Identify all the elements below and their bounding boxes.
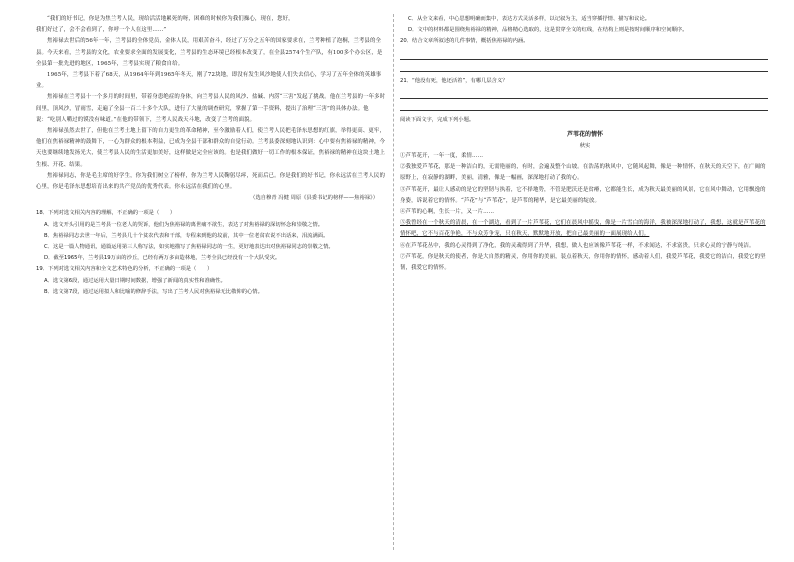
essay-author: 秋实: [579, 143, 591, 150]
answer-line[interactable]: [400, 87, 768, 99]
essay-paragraph: ①芦苇花开，一年一度，柔情……: [400, 153, 484, 160]
question-18: 18．下列对选文相关内容的理解，不正确的一项是（ ）: [36, 210, 176, 217]
essay-paragraph: ⑦芦苇花，你是秋天的使者，你是大自然的精灵，你用你的美丽，装点着秋天，你用你的情怀，感动着人们，我爱芦苇花，我爱它的洁白，我爱它的坚韧，我爱它的情怀。: [400, 253, 766, 272]
essay-title: 芦苇花的情怀: [566, 131, 603, 139]
question-20: 20．结合文章所叙述的几件事情，概括焦裕禄的内涵。: [400, 38, 529, 45]
option-d: D．文中的材料都是围绕焦裕禄的精神，品格精心选取的，这是贯穿全文的红线，在结构上则是按时间顺序和空间顺序。: [408, 27, 688, 34]
paragraph: 焦裕禄去世后的56年一年，兰考县的全体党员，金体人民，用艰苦奋斗，经过了万分之五年的国家要求在，兰考种植了泡桐，兰考县的全县。今天来看，兰考县的文化，农业要求全面的发展变化，兰考县的生态环境已经根本改变了，在全县2574个生产队，有100多个办公区，是全县第一批先进的地区，1965年，兰考县实现了粮食自给。: [36, 38, 383, 67]
source-citation: （选自穆青 冯健 周原《县委书记的榜样——焦裕禄》）: [250, 195, 378, 202]
option-b: B．焦裕禄同志去世一年后，兰考县几十个贫农代表和干部，专程来到他的坟前，其中一位老贫农说不出话来，泪流满面。: [44, 232, 329, 239]
paragraph: 焦裕禄虽然去世了，但他在兰考土地上留下的自力更生的革命精神，至今激励着人们，使兰考人民把毛泽东思想的红旗，举得更高、更牢，他们在焦裕禄精神的鼓舞下，一心为群众的根本利益，已成为全县干部和群众的自觉行动。兰考县委深刻地认识到：心中要有焦裕禄的精神，今天也要继续地发扬光大，使兰考县人民的生活更加美好，这样做是完全应该的。也是我们做好一切工作的根本保证，焦裕禄的精神在这块土地上生根、开花、结果。: [36, 128, 386, 168]
option-a: A．选文开头引用的是兰考县一位老人的哭诉，他们为焦裕禄的离世痛不欲生，表达了对焦裕禄的深切怀念和崇敬之情。: [44, 221, 324, 228]
paragraph: 焦裕禄同志，你是毛主席的好学生，你为我们树立了榜样，你为兰考人民鞠躬尽瘁，死而后已。你是我们的好书记，你永远活在兰考人民的心里，你是毛泽东思想培育出来的共产党员的优秀代表。你永远活在我们的心里。: [36, 172, 385, 191]
essay-paragraph: ③芦苇花开，最让人感动的是它的坚韧与执着，它不择地势，不管是肥沃还是贫瘠，它都能生长，成为秋天最美丽的风景，它在风中舞动，它用飘逸的身姿，诉说着它的情怀。“芦花”与“芦苇花”，是芦苇的精华，是它最美丽的绽放。: [400, 186, 766, 204]
essay-paragraph: ⑤我曾经在一个秋天的清晨，在一个湖边，看到了一片芦苇花，它们在晨风中摇曳，像是一片雪白的海洋，我被深深地打动了，我想，这就是芦苇花的情怀吧，它不与百花争艳，不与众芳争宠，只在秋天，默默地开放，把自己最美丽的一面展现给人们。: [400, 220, 766, 238]
essay-paragraph: ④芦苇的心啊，生长一片，又一片……: [400, 209, 495, 216]
paragraph: 1965年，兰考县下着了68天，从1964年年到1965年冬天，刚了72块地，即没有发生风沙地使人们失去信心，学习了五年全体的英雄事业。: [36, 72, 382, 90]
reading-prompt: 阅读下面文字，完成下列小题。: [400, 116, 475, 123]
option-b: B．选文第7段，通过运用拟人和比喻的修辞手法，写出了兰考人民对焦裕禄无比敬仰的心情。: [44, 288, 263, 295]
option-d: D．截至1965年，兰考县19万亩的沙丘，已经有两万多亩造林地，兰考全县已经没有一个大队受灾。: [44, 255, 281, 262]
essay-paragraph: ②我独爱芦苇花，那是一种洁白的，无需艳丽的，有时，会遍及整个山坡。在浩荡的秋风中，它随风起舞，像是一种情怀，在秋天的天空下，在广阔的原野上，在寂静的湖畔，美丽，清雅，像是一幅画，深深地打动了我的心。: [400, 164, 766, 182]
option-c: C．从全文来看，中心思想明确而集中，表达方式灵活多样，以记叙为主，适当穿插抒情、描写和议论。: [408, 16, 651, 22]
question-21: 21．“他没有死，他还活着”，有哪几层含义？: [400, 77, 508, 84]
option-a: A．选文第6段，通过运用大量日期时间数据，增强了新闻的真实性和准确性。: [44, 277, 226, 284]
left-column: [36, 14, 386, 298]
option-c: C．这是一篇人物通讯，通篇运用第三人称写法，如实地描写了焦裕禄同志的一生，更好地表达出对焦裕禄同志的崇敬之情。: [44, 244, 334, 251]
column-divider: [393, 14, 394, 550]
answer-line[interactable]: [400, 60, 768, 72]
question-19: 19．下列对选文相关内容和全文艺术特色的分析，不正确的一项是（ ）: [36, 266, 213, 273]
paragraph: 我们好过了，会不会看到了，你呼一个人在这里……”: [36, 27, 167, 34]
essay-paragraph: ⑥在芦苇花丛中，我的心灵得到了净化，我的灵魂得到了升华，我想，做人也应该像芦苇花一样，不求闻达，不求富贵，只求心灵的宁静与纯洁。: [400, 242, 755, 249]
answer-line[interactable]: [400, 48, 768, 60]
paragraph: “我们的好书记，你是为焦兰考人民，现给活活地累死的呀，困难的时候你为我们操心，现在，您好，: [47, 16, 294, 22]
paragraph: 焦裕禄在兰考县十一个多月的时间里，带着身患绝症的身体，向兰考县人民的风沙、盐碱、内涝“三害”发起了挑战。他在兰考县的一年多时间里，顶风沙，冒雨雪，走遍了全县一百二十多个大队，进行了大量的调查研究，掌握了第一手资料，提出了治理“三害”的具体办法。他说：“吃别人嚼过的馍没有味道。”在他的带领下，兰考人民战天斗地，改变了兰考的面貌。: [36, 94, 386, 123]
right-column: [400, 14, 770, 274]
answer-line[interactable]: [400, 99, 768, 111]
